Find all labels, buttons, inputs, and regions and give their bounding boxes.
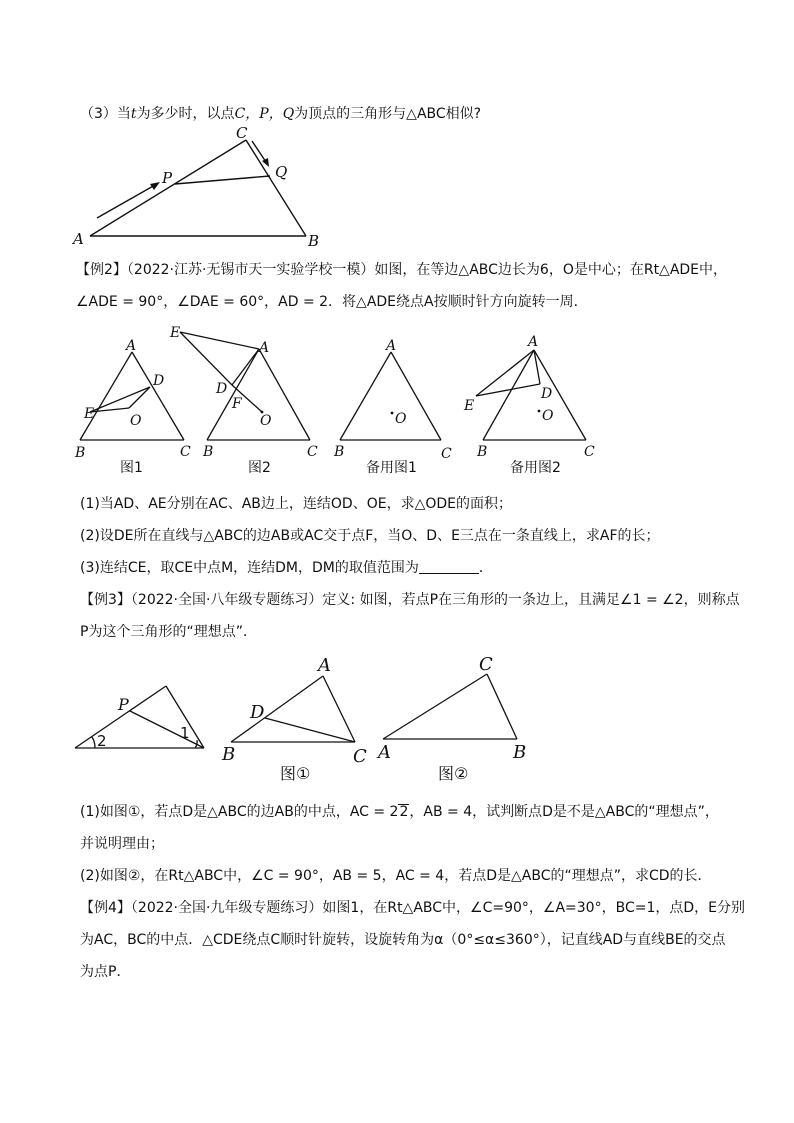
ex2-fig2-o: O <box>260 413 272 429</box>
ex2-fig1-d: D <box>153 373 165 389</box>
ex4-line1: 【例4】（2022·全国·九年级专题练习）如图1，在Rt△ABC中，∠C=90°，∠A=30°，BC=1，点D，E分别 <box>80 900 745 916</box>
ex3-figC-c: C <box>479 654 493 675</box>
ex3-figA-angle1: 1 <box>180 724 190 742</box>
ex2-fig1-c: C <box>180 444 191 460</box>
ex4-line2: 为AC，BC的中点．△CDE绕点C顺时针旋转，设旋转角为α（0°≤α≤360°），记直线AD与直线BE的交点 <box>80 932 726 948</box>
ex3-figA-p: P <box>118 695 129 714</box>
q3-label-c: C <box>236 124 248 142</box>
ex2-fig2-caption: 图2 <box>248 460 271 476</box>
ex2-fig1-b: B <box>75 445 86 461</box>
q3-label-q: Q <box>275 163 288 181</box>
ex2-fig2-f: F <box>232 396 242 412</box>
ex3-line1: 【例3】（2022·全国·八年级专题练习）定义: 如图，若点P在三角形的一条边上，且满足∠1 = ∠2，则称点 <box>80 592 740 608</box>
ex3-line2: P为这个三角形的“理想点”． <box>80 624 257 640</box>
ex2-fig3-b: B <box>334 444 345 460</box>
ex2-fig4-caption: 备用图2 <box>510 460 561 476</box>
ex2-fig2-d: D <box>216 381 228 397</box>
ex2-q2: (2)设DE所在直线与△ABC的边AB或AC交于点F，当O、D、E三点在一条直线上，求AF的长； <box>80 528 660 544</box>
q3-suffix: 为顶点的三角形与△ABC相似? <box>294 106 482 122</box>
ex2-fig4-o: O <box>542 408 554 424</box>
q3-t: t <box>130 106 137 122</box>
ex3-figA-angle2: 2 <box>97 732 107 750</box>
ex3-q1-line2: 并说明理由； <box>80 836 164 852</box>
q3-label-p: P <box>162 169 173 187</box>
ex2-q3-end: ． <box>478 560 493 576</box>
ex2-fig1-caption: 图1 <box>120 460 143 476</box>
ex3-figB-d: D <box>250 702 265 723</box>
ex3-q1-line1 <box>80 802 719 822</box>
ex3-q1-part-b: ，AB = 4，试判断点D是不是△ABC的“理想点”， <box>409 804 719 820</box>
q3-mid: 为多少时，以点 <box>136 106 235 122</box>
q3-prefix: （3）当 <box>80 106 131 122</box>
ex2-q3-text: (3)连结CE，取CE中点M，连结DM，DM的取值范围为 <box>80 560 419 576</box>
ex3-q2: (2)如图②，在Rt△ABC中，∠C = 90°，AB = 5，AC = 4，若点D是△ABC的“理想点”，求CD的长． <box>80 868 712 884</box>
ex2-fig1-e: E <box>84 406 95 422</box>
ex2-line1: 【例2】（2022·江苏·无锡市天一实验学校一模）如图，在等边△ABC边长为6，O是中心；在Rt△ADE中， <box>76 262 728 278</box>
ex2-fig4-a: A <box>528 334 539 350</box>
ex3-q1-part-a: (1)如图①，若点D是△ABC的边AB的中点，AC = 2 <box>80 804 399 820</box>
ex3-figB-caption: 图① <box>280 764 311 783</box>
ex2-fig2-a: A <box>259 340 270 356</box>
ex2-fig2-b: B <box>203 444 214 460</box>
ex2-q1: (1)当AD、AE分别在AC、AB边上，连结OD、OE，求△ODE的面积； <box>80 496 512 512</box>
q3-points: C，P，Q <box>234 106 295 122</box>
ex2-fig3-o: O <box>395 411 407 427</box>
ex2-fig1-a: A <box>126 338 137 354</box>
ex3-figC-b: B <box>513 742 527 763</box>
ex3-q1-sqrt: 2 <box>399 804 409 820</box>
ex2-fig4-e: E <box>464 398 475 414</box>
ex3-figC-a: A <box>378 742 391 763</box>
ex4-line3: 为点P． <box>80 964 131 980</box>
ex2-line2: ∠ADE = 90°，∠DAE = 60°，AD = 2．将△ADE绕点A按顺时针方向旋转一周． <box>76 294 588 310</box>
ex3-figC <box>383 674 517 739</box>
ex2-fig3-c: C <box>441 446 452 462</box>
ex2-fig4-c: C <box>584 444 595 460</box>
ex2-fig2-c: C <box>307 444 318 460</box>
ex3-figB-b: B <box>222 744 236 765</box>
q3-label-b: B <box>308 232 320 250</box>
ex2-fig3-caption: 备用图1 <box>366 460 417 476</box>
ex3-figC-caption: 图② <box>438 764 469 783</box>
ex2-fig4-b: B <box>477 444 488 460</box>
ex2-fig2-e: E <box>170 325 181 341</box>
ex2-fig1-o: O <box>130 413 142 429</box>
ex3-figB-a: A <box>318 655 331 676</box>
ex3-figB-c: C <box>353 746 367 767</box>
q3-label-a: A <box>73 230 84 248</box>
ex2-fig3-a: A <box>386 338 397 354</box>
ex2-fig4-d: D <box>541 386 553 402</box>
